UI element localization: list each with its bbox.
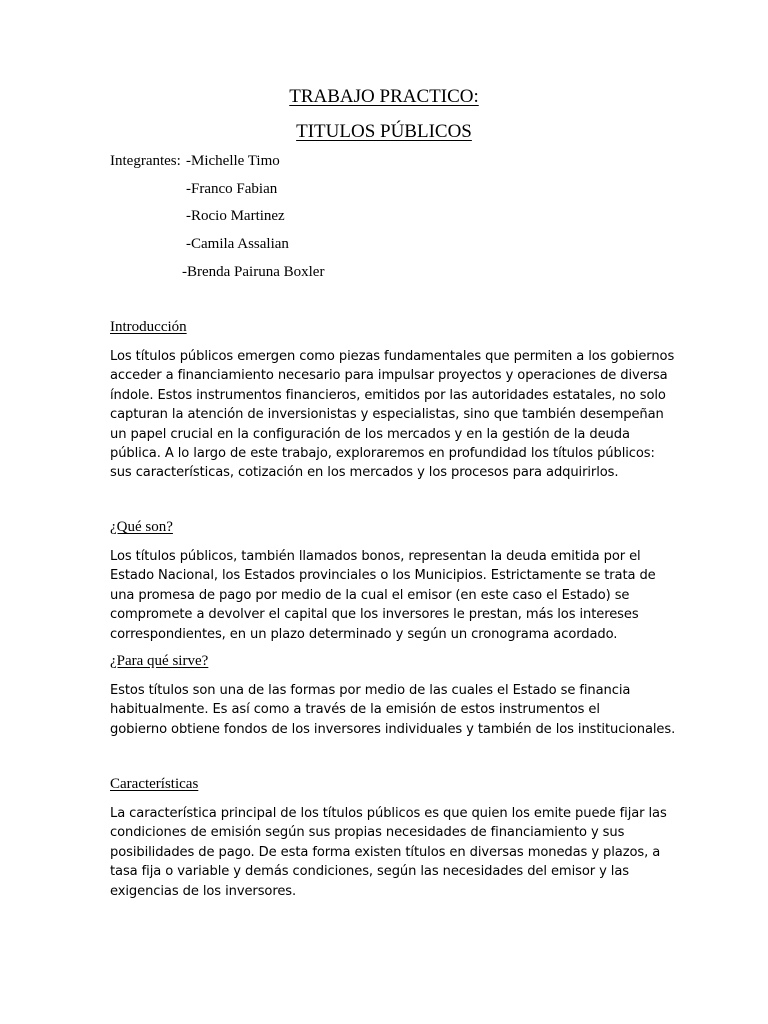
paragraph-line: tasa fija o variable y demás condiciones, según las necesidades del emisor y las: [110, 864, 629, 880]
paragraph-line: pública. A lo largo de este trabajo, exploraremos en profundidad los títulos públicos:: [110, 446, 655, 462]
section-paragraph-para-que-sirve: [110, 681, 690, 739]
paragraph-line: posibilidades de pago. De esta forma existen títulos en diversas monedas y plazos, a: [110, 844, 661, 860]
paragraph-line: correspondientes, en un plazo determinado y según un cronograma acordado.: [110, 626, 618, 642]
member-name: -Brenda Pairuna Boxler: [182, 264, 325, 280]
member-name: -Rocio Martinez: [186, 208, 285, 224]
member-name: -Franco Fabian: [186, 181, 278, 197]
member-name: -Camila Assalian: [186, 236, 289, 252]
paragraph-line: Los títulos públicos, también llamados bonos, representan la deuda emitida por el: [110, 549, 641, 564]
paragraph-line: un papel crucial en la configuración de los mercados y en la gestión de la deuda: [110, 426, 630, 442]
paragraph-line: La característica principal de los títulos públicos es que quien los emite puede fijar las: [110, 806, 667, 821]
section-heading-que-son: ¿Qué son?: [110, 519, 173, 535]
member-name: -Michelle Timo: [186, 153, 280, 169]
section-heading-para-que-sirve: ¿Para qué sirve?: [110, 653, 209, 669]
paragraph-line: Estos títulos son una de las formas por medio de las cuales el Estado se financia: [110, 683, 631, 698]
paragraph-line: Los títulos públicos emergen como piezas fundamentales que permiten a los gobiernos: [110, 349, 675, 364]
document-subtitle: TITULOS PÚBLICOS: [296, 121, 472, 142]
paragraph-line: acceder a financiamiento necesario para impulsar proyectos y operaciones de diversa: [110, 368, 668, 384]
paragraph-line: una promesa de pago por medio de la cual el emisor (en este caso el Estado) se: [110, 587, 630, 603]
paragraph-line: gobierno obtiene fondos de los inversores individuales y también de los institucionales.: [110, 721, 676, 737]
section-paragraph-introduccion: [110, 347, 690, 483]
section-heading-introduccion: Introducción: [110, 319, 187, 335]
document-title: TRABAJO PRACTICO:: [289, 86, 479, 107]
paragraph-line: capturan la atención de inversionistas y especialistas, sino que también desempeñan: [110, 407, 664, 423]
paragraph-line: exigencias de los inversores.: [110, 883, 297, 899]
members-label: Integrantes:: [110, 153, 181, 169]
paragraph-line: condiciones de emisión según sus propias necesidades de financiamiento y sus: [110, 825, 625, 841]
paragraph-line: Estado Nacional, los Estados provinciales o los Municipios. Estrictamente se trata de: [110, 568, 656, 584]
paragraph-line: sus características, cotización en los mercados y los procesos para adquirirlos.: [110, 465, 619, 481]
paragraph-line: compromete a devolver el capital que los inversores le prestan, más los intereses: [110, 607, 639, 623]
paragraph-line: índole. Estos instrumentos financieros, emitidos por las autoridades estatales, no solo: [110, 387, 666, 403]
section-paragraph-caracteristicas: [110, 804, 690, 901]
section-heading-caracteristicas: Características: [110, 776, 199, 792]
section-paragraph-que-son: [110, 547, 690, 644]
paragraph-line: habitualmente. Es así como a través de la emisión de estos instrumentos el: [110, 702, 600, 718]
